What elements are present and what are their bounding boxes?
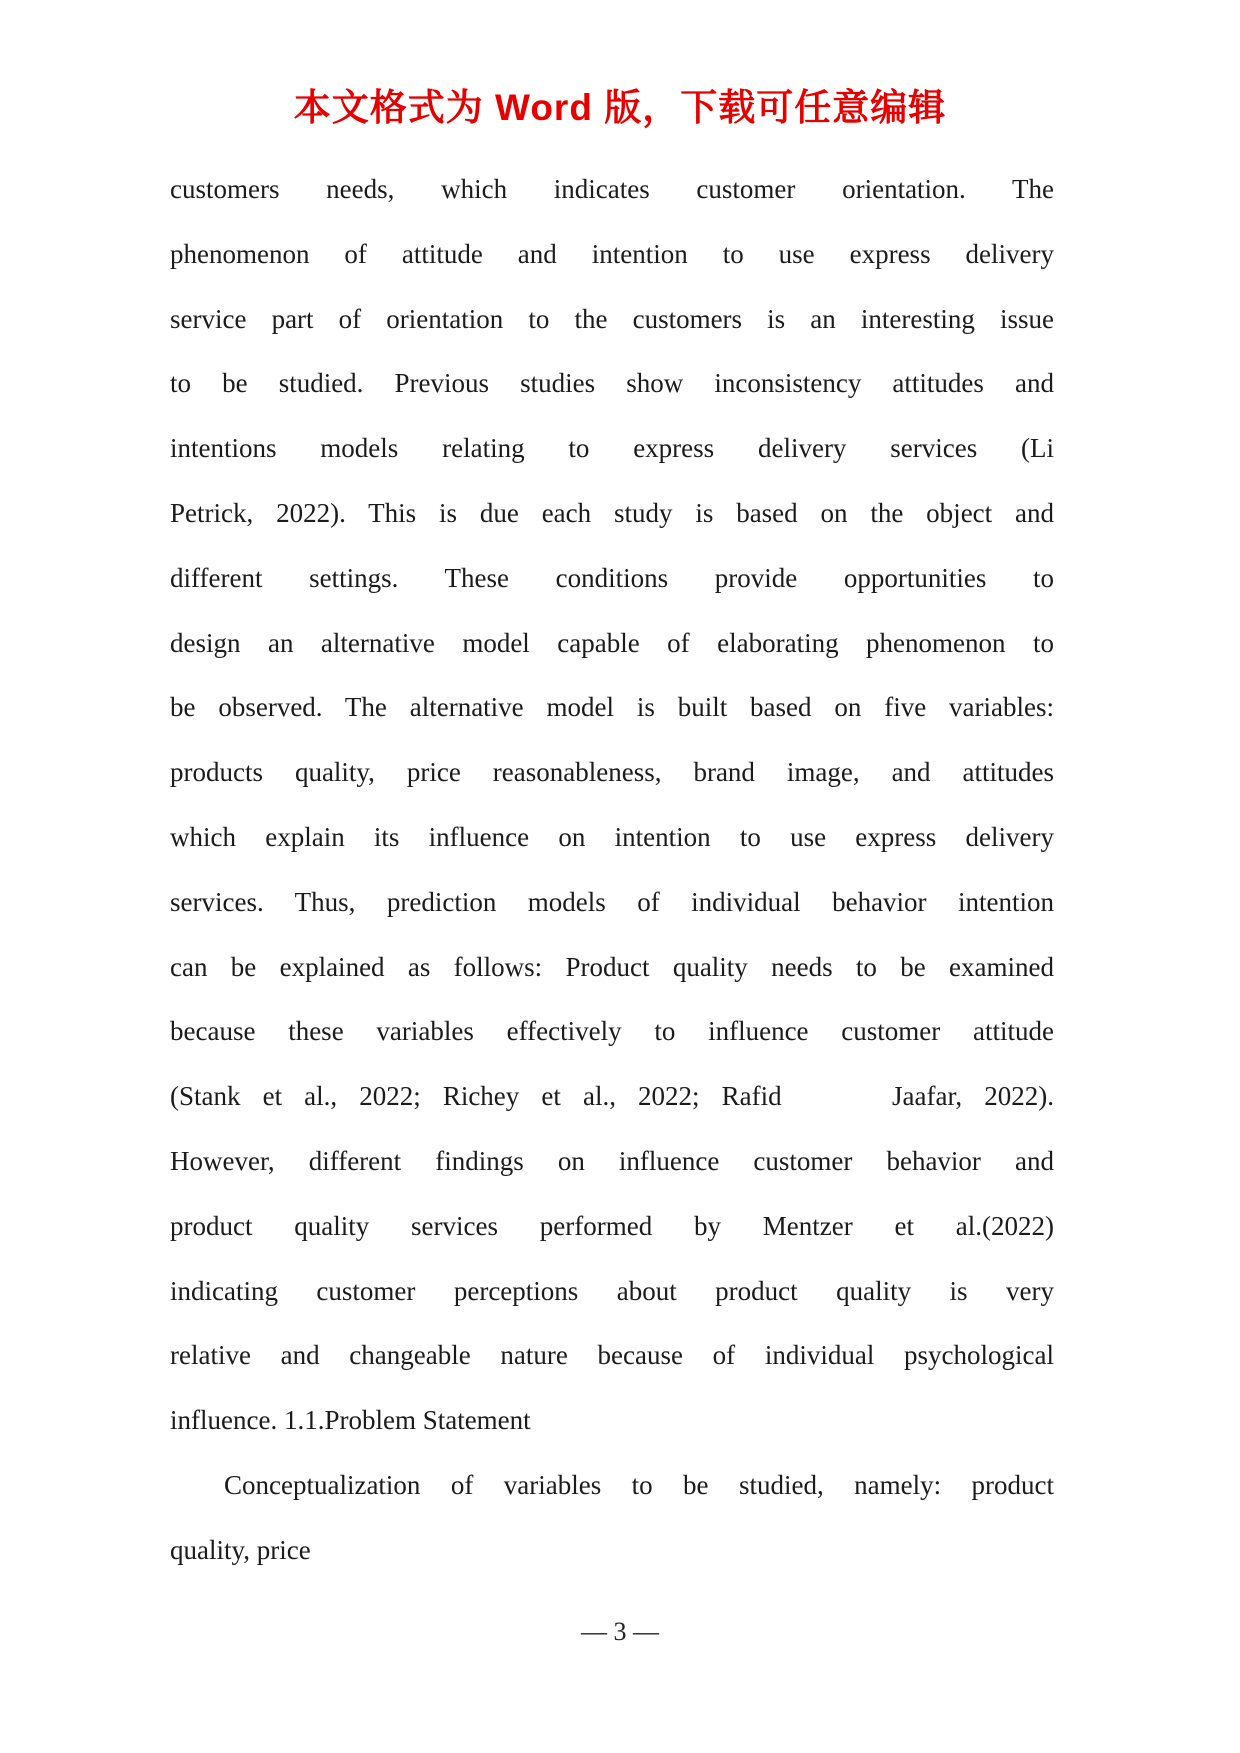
paragraph [170,157,1054,1453]
text-line: (Stank et al., 2022; Richey et al., 2022; Rafid Jaafar, 2022). [170,1081,1054,1112]
text-line: because these variables effectively to influence customer attitude [170,1016,1054,1047]
text-line: quality, price [170,1534,311,1565]
paragraph [170,1453,1054,1583]
text-line: influence. 1.1.Problem Statement [170,1405,531,1436]
page-footer [0,1600,1240,1664]
text-line: different settings. These conditions provide opportunities to [170,562,1054,593]
text-line: intentions models relating to express delivery services (Li [170,433,1054,464]
text-line: design an alternative model capable of elaborating phenomenon to [170,627,1054,658]
text-line: Petrick, 2022). This is due each study is based on the object and [170,497,1054,528]
text-line: customers needs, which indicates customer orientation. The [170,174,1054,204]
text-line: service part of orientation to the customers is an interesting issue [170,303,1054,334]
text-line: However, different findings on influence customer behavior and [170,1145,1054,1176]
text-line: products quality, price reasonableness, brand image, and attitudes [170,757,1054,788]
page-number: — 3 — [581,1617,659,1646]
text-line: can be explained as follows: Product quality needs to be examined [170,951,1054,982]
text-line: product quality services performed by Mentzer et al.(2022) [170,1210,1054,1241]
text-line: to be studied. Previous studies show inconsistency attitudes and [170,368,1054,399]
text-line: be observed. The alternative model is built based on five variables: [170,692,1054,723]
text-line: which explain its influence on intention to use express delivery [170,821,1054,852]
text-line: indicating customer perceptions about product quality is very [170,1275,1054,1306]
text-line: Conceptualization of variables to be studied, namely: product [224,1469,1054,1500]
text-line: phenomenon of attitude and intention to use express delivery [170,238,1054,269]
text-line: relative and changeable nature because of individual psychological [170,1340,1054,1371]
text-line: services. Thus, prediction models of individual behavior intention [170,886,1054,917]
document-body [170,157,1054,1583]
format-notice: 本文格式为 Word 版，下载可任意编辑 [293,87,947,128]
